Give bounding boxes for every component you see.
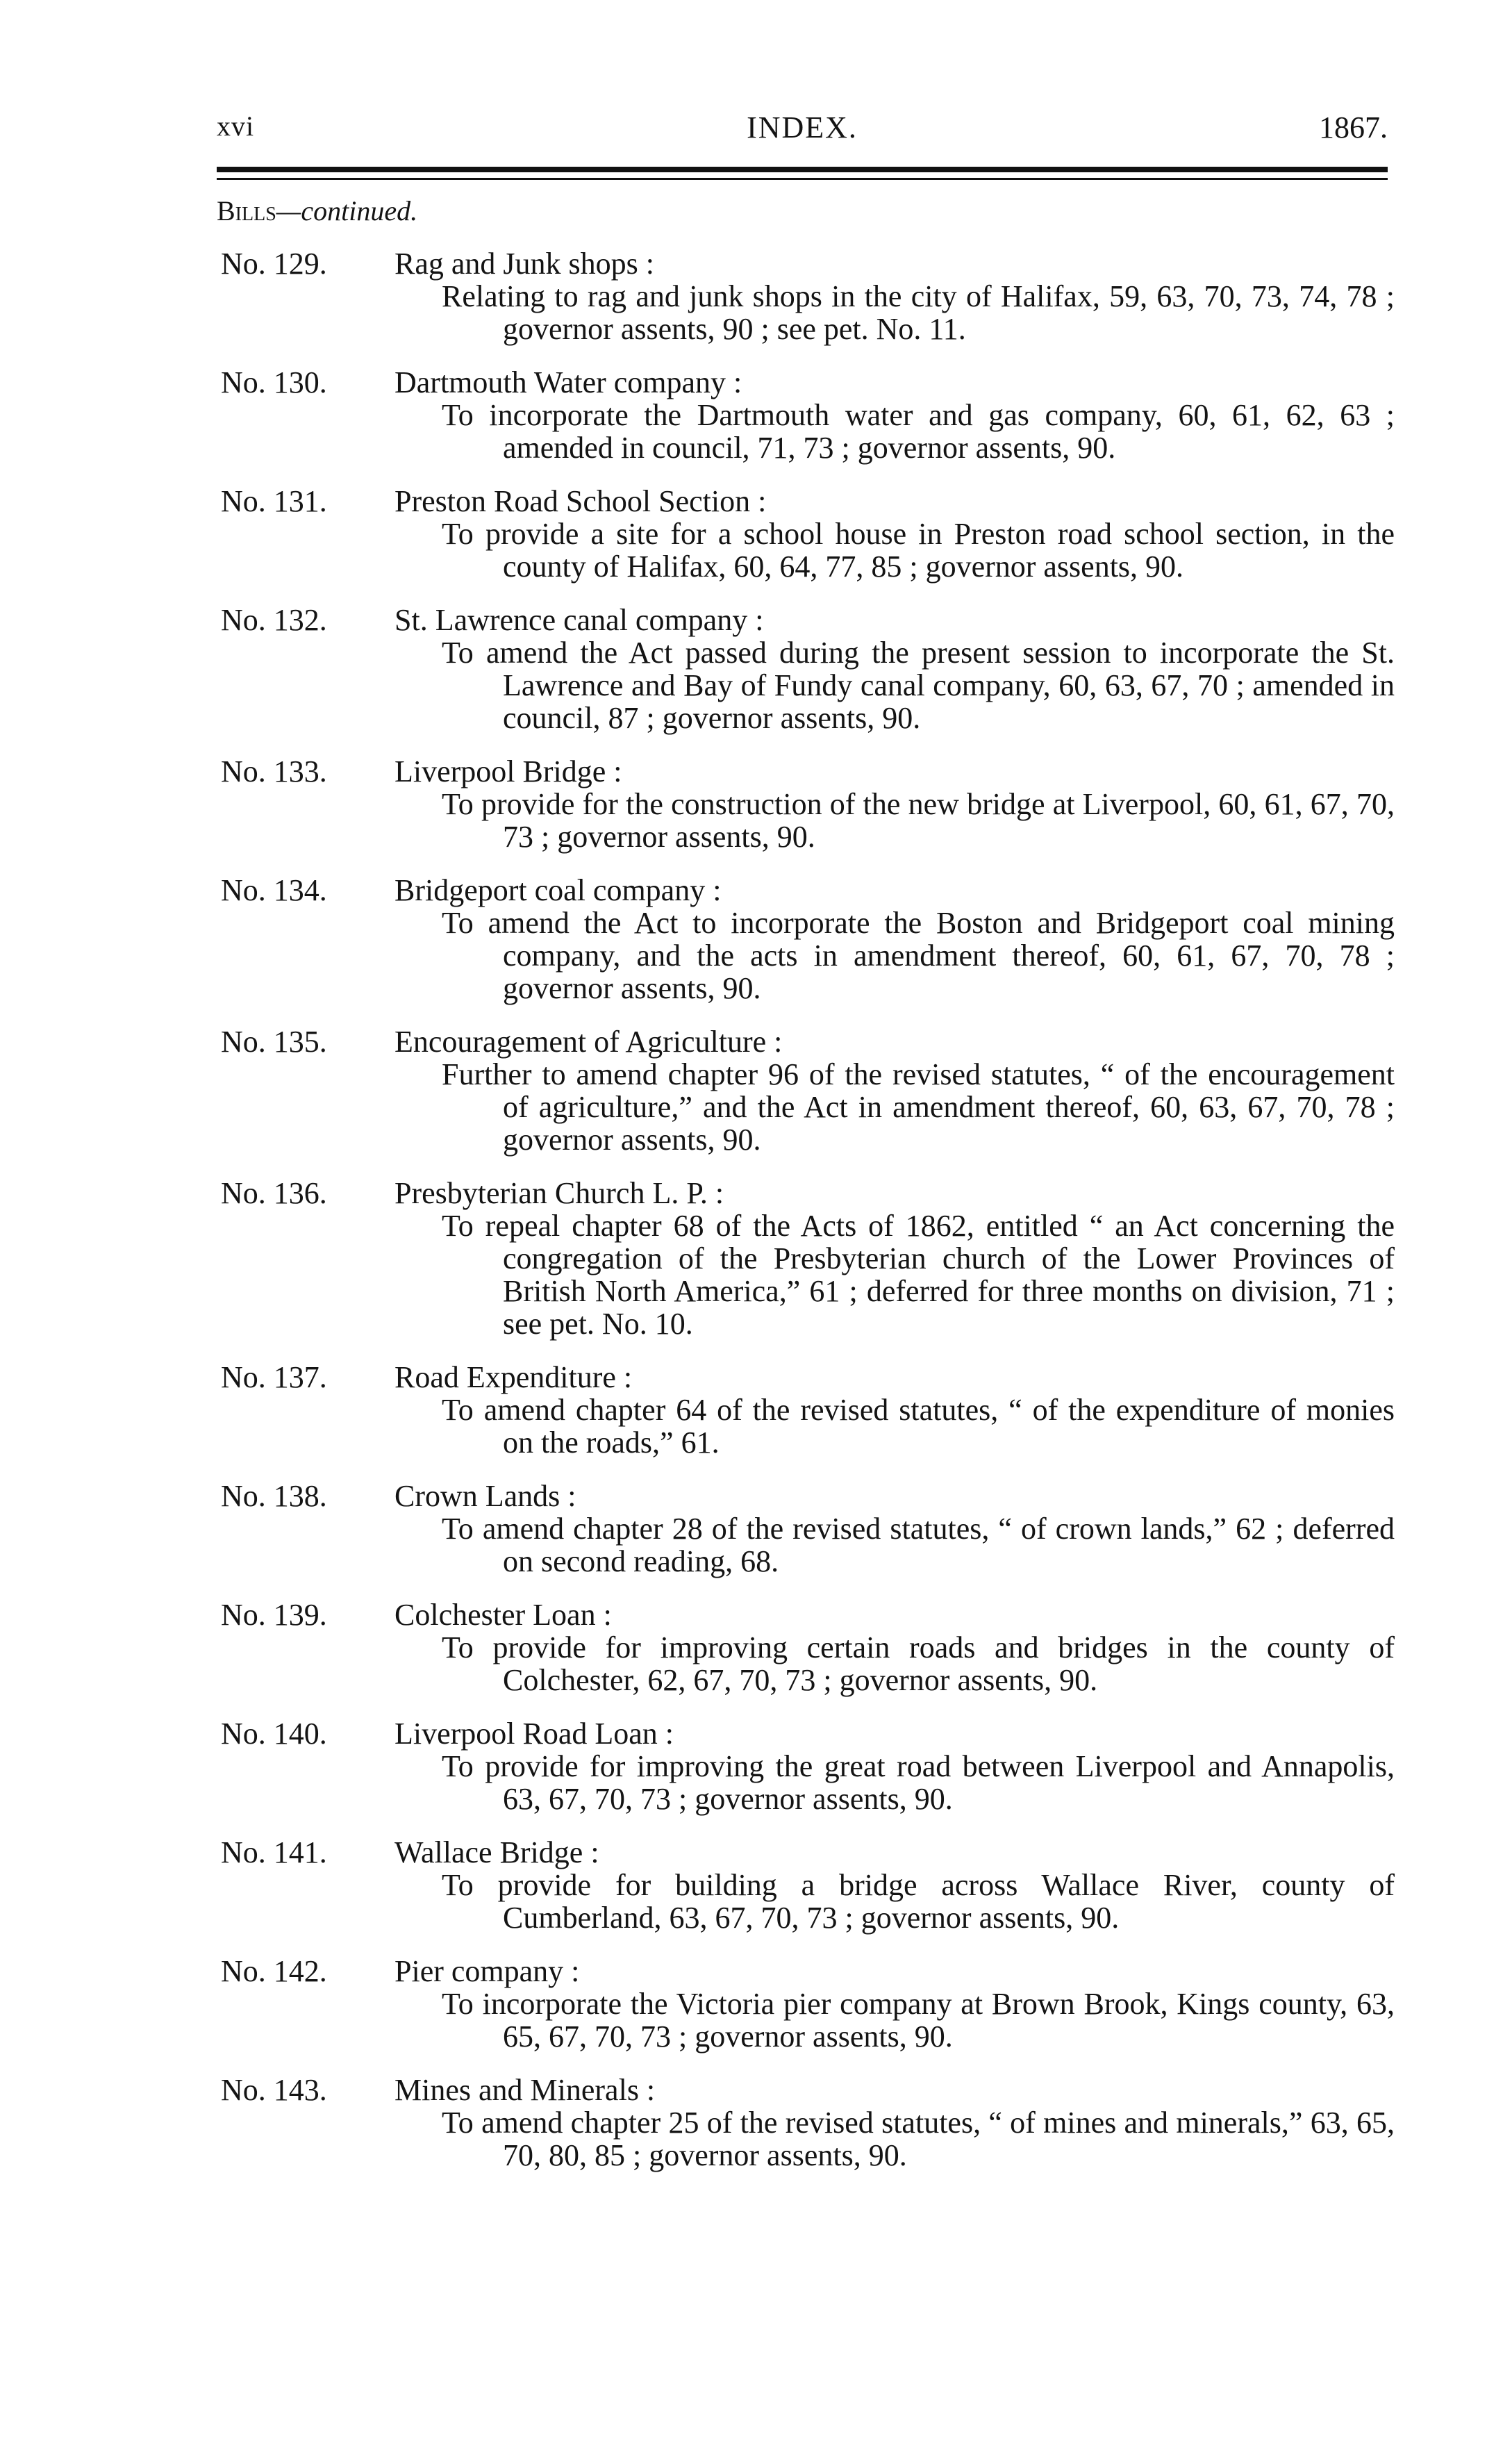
entry-number: No. 137. [221,1360,327,1394]
entry-title: Preston Road School Section : [394,484,767,518]
index-entry [221,1836,1395,1934]
entry-number: No. 134. [221,873,327,907]
entry-description: To provide for the construction of the new bridge at Liverpool, 60, 61, 67, 70, 73 ; governor assents, 90. [442,787,1395,854]
entry-title: Bridgeport coal company : [394,873,722,907]
entry-description: To provide for improving certain roads and bridges in the county of Colchester, 62, 67, 70, 73 ; governor assents, 90. [442,1630,1395,1697]
entry-description: Further to amend chapter 96 of the revised statutes, “ of the encouragement of agriculture,” and the Act in amendment thereof, 60, 63, 67, 70, 78 ; governor assents, 90. [442,1057,1395,1157]
entry-description: To amend chapter 64 of the revised statutes, “ of the expenditure of monies on the roads,” 61. [442,1393,1395,1460]
header-rule-thick [217,167,1388,172]
entry-title: Liverpool Bridge : [394,754,622,788]
entry-number: No. 138. [221,1479,327,1513]
index-entry [221,2074,1395,2172]
entry-title: Dartmouth Water company : [394,365,742,399]
index-entry [221,366,1395,464]
section-suffix: —continued. [276,195,418,226]
page-title: INDEX. [747,110,858,144]
entry-number: No. 143. [221,2073,327,2107]
entry-title: Wallace Bridge : [394,1835,599,1869]
page-year: 1867. [1319,110,1388,144]
entry-title: Encouragement of Agriculture : [394,1025,783,1059]
entry-description: To repeal chapter 68 of the Acts of 1862, entitled “ an Act concerning the congregation of the Presbyterian church of the Lower Provinces of British North America,” 61 ; deferred for three months on division, 71 ; see pet. No. 10. [442,1209,1395,1341]
index-entry [221,1717,1395,1815]
entry-title: Presbyterian Church L. P. : [394,1176,724,1210]
entry-description: Relating to rag and junk shops in the city of Halifax, 59, 63, 70, 73, 74, 78 ; governor assents, 90 ; see pet. No. 11. [442,279,1395,346]
entry-description: To amend chapter 28 of the revised statutes, “ of crown lands,” 62 ; deferred on second reading, 68. [442,1512,1395,1578]
entry-number: No. 142. [221,1954,327,1988]
index-entry [221,1598,1395,1696]
entry-description: To incorporate the Dartmouth water and gas company, 60, 61, 62, 63 ; amended in council, 71, 73 ; governor assents, 90. [442,398,1395,465]
index-entry [221,247,1395,345]
page-number: xvi [217,110,255,142]
index-entry [221,604,1395,734]
entry-title: Liverpool Road Loan : [394,1717,674,1751]
entry-number: No. 129. [221,247,327,281]
entry-number: No. 133. [221,754,327,788]
index-entry [221,1361,1395,1459]
entry-description: To provide a site for a school house in Preston road school section, in the county of Halifax, 60, 64, 77, 85 ; governor assents, 90. [442,517,1395,584]
entry-number: No. 136. [221,1176,327,1210]
entry-title: Colchester Loan : [394,1598,612,1632]
index-entry [221,755,1395,853]
entry-title: Rag and Junk shops : [394,247,654,281]
entry-number: No. 135. [221,1025,327,1059]
entry-description: To provide for building a bridge across Wallace River, county of Cumberland, 63, 67, 70, 73 ; governor assents, 90. [442,1868,1395,1935]
entry-number: No. 132. [221,603,327,637]
entry-title: Crown Lands : [394,1479,576,1513]
entry-title: Road Expenditure : [394,1360,633,1394]
entry-number: No. 141. [221,1835,327,1869]
index-entry [221,485,1395,583]
index-entry [221,874,1395,1005]
index-entry [221,1480,1395,1578]
entry-number: No. 139. [221,1598,327,1632]
index-entry [221,1955,1395,2053]
entry-number: No. 140. [221,1717,327,1751]
entry-number: No. 130. [221,365,327,399]
entry-title: St. Lawrence canal company : [394,603,764,637]
entry-description: To amend the Act to incorporate the Boston and Bridgeport coal mining company, and the acts in amendment thereof, 60, 61, 67, 70, 78 ; governor assents, 90. [442,906,1395,1005]
entry-description: To incorporate the Victoria pier company at Brown Brook, Kings county, 63, 65, 67, 70, 73 ; governor assents, 90. [442,1987,1395,2054]
section-heading [217,195,417,227]
entry-title: Mines and Minerals : [394,2073,656,2107]
header-rule-thin [217,178,1388,180]
page-header [217,110,1388,158]
entry-description: To amend chapter 25 of the revised statutes, “ of mines and minerals,” 63, 65, 70, 80, 85 ; governor assents, 90. [442,2106,1395,2172]
index-entry [221,1177,1395,1340]
entry-number: No. 131. [221,484,327,518]
entry-description: To amend the Act passed during the present session to incorporate the St. Lawrence and Bay of Fundy canal company, 60, 63, 67, 70 ; amended in council, 87 ; governor assents, 90. [442,636,1395,735]
index-entries [221,247,1395,2192]
section-name: Bills [217,195,276,226]
entry-description: To provide for improving the great road between Liverpool and Annapolis, 63, 67, 70, 73 ; governor assents, 90. [442,1749,1395,1816]
entry-title: Pier company : [394,1954,580,1988]
index-entry [221,1025,1395,1156]
